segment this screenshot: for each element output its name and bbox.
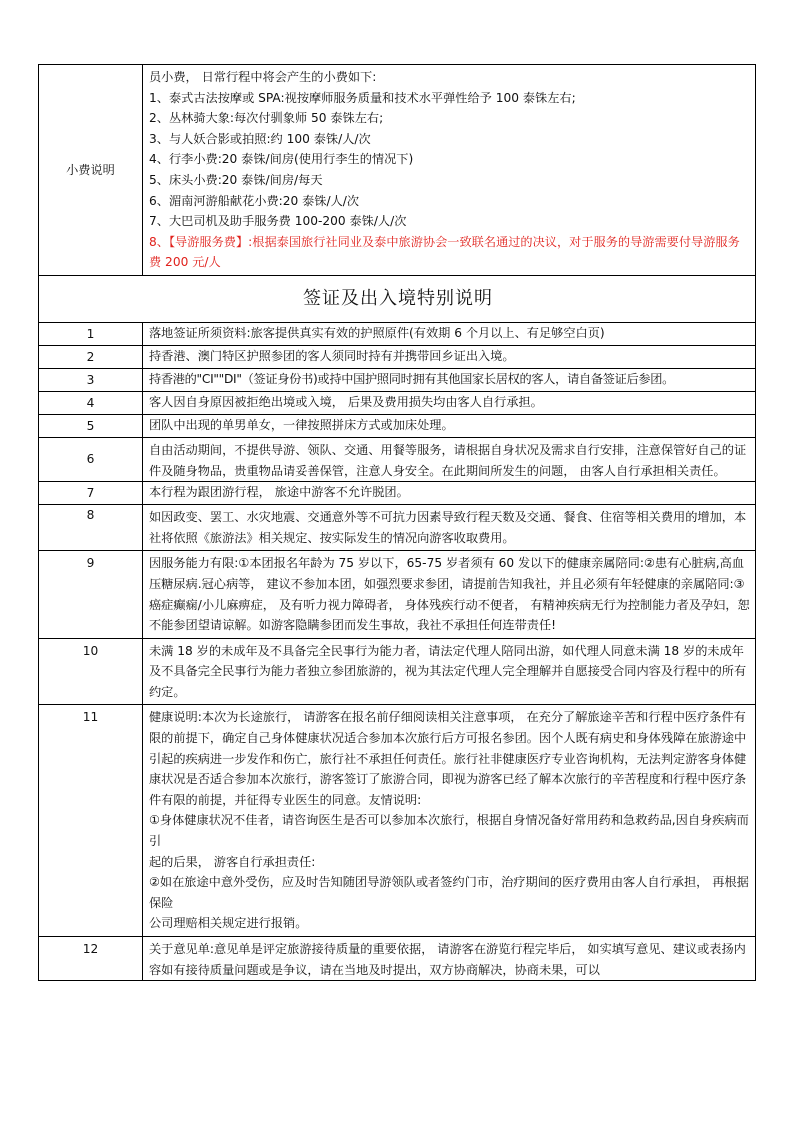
row-number: 10 [39,638,143,705]
row-number: 3 [39,368,143,391]
row-number: 11 [39,705,143,937]
tips-line: 1、泰式古法按摩或 SPA:视按摩师服务质量和技术水平弹性给予 100 泰铢左右; [149,90,576,105]
table-row [39,505,756,551]
table-row [39,322,756,345]
tips-line: 员小费， 日常行程中将会产生的小费如下: [149,70,377,84]
health-notes [143,705,756,937]
row-text: 未满 18 岁的未成年及不具备完全民事行为能力者，请法定代理人陪同出游，如代理人同意未满 18 岁的未成年及不具备完全民事行为能力者独立参团旅游的，视为其法定代理人完全理解并自愿接受合同内容及行程中的所有约定。 [143,638,756,705]
row-number: 4 [39,391,143,414]
row-number: 9 [39,551,143,638]
row-text: 团队中出现的单男单女，一律按照拼床方式或加床处理。 [143,414,756,437]
row-number: 5 [39,414,143,437]
tips-guide-fee [149,232,751,273]
row-text: 持香港的"CI""DI"（签证身份书)或持中国护照同时拥有其他国家长居权的客人，请自备签证后参团。 [143,368,756,391]
table-row [39,482,756,505]
row-number: 2 [39,345,143,368]
section-heading-row [39,275,756,322]
row-text: 如因政变、罢工、水灾地震、交通意外等不可抗力因素导致行程天数及交通、餐食、住宿等相关费用的增加，本社将依照《旅游法》相关规定、按实际发生的情况向游客收取费用。 [143,505,756,551]
health-intro: 健康说明:本次为长途旅行， 请游客在报名前仔细阅读相关注意事项， 在充分了解旅途辛苦和行程中医疗条件有限的前提下，确定自己身体健康状况适合参加本次旅行后方可报名参团。因个人既有病史和身体残障在旅游途中引起的疾病进一步发作和伤亡，旅行社不承担任何责任。旅行社非健康医疗专业咨询机构，无法判定游客身体健康状况是否适合参加本次旅行，游客签订了旅游合同，即视为游客已经了解本次旅行的辛苦程度和行程中医疗条件有限的前提，并征得专业医生的同意。友情说明: [149,710,747,807]
tips-guide-fee-text: :根据泰国旅行社同业及泰中旅游协会一致联名通过的决议，对于服务的导游需要付导游服务费 200 元/人 [149,234,740,270]
table-row [39,414,756,437]
row-text: 持香港、澳门特区护照参团的客人须同时持有并携带回乡证出入境。 [143,345,756,368]
table-row [39,705,756,937]
tips-line: 5、床头小费:20 泰铢/间房/每天 [149,172,323,187]
row-number: 8 [39,505,143,551]
tips-row [39,65,756,276]
tips-line: 7、大巴司机及助手服务费 100-200 泰铢/人/次 [149,214,407,229]
document-sheet [38,64,755,981]
row-text: 因服务能力有限:①本团报名年龄为 75 岁以下，65-75 岁者须有 60 发以下的健康亲属陪同:②患有心脏病,高血压糖尿病.冠心病等， 建议不参加本团，如强烈要求参团，请提前告知我社，并且必须有年轻健康的亲属陪同:③癌症癫痫/小儿麻痹症， 及有听力视力障碍者， 身体残疾行动不便者， 有精神疾病无行为控制能力者及孕妇，恕不能参团望请谅解。如游客隐瞒参团而发生事故，我社不承担任何连带责任! [143,551,756,638]
row-text: 本行程为跟团游行程， 旅途中游客不允许脱团。 [143,482,756,505]
tips-label: 小费说明 [39,65,143,276]
health-note-1-cont: 起的后果， 游客自行承担责任: [149,854,316,869]
table-row [39,391,756,414]
section-title: 签证及出入境特别说明 [39,275,756,322]
table-row [39,551,756,638]
row-number: 7 [39,482,143,505]
health-note-2-cont: 公司理赔相关规定进行报销。 [149,916,308,931]
table-row [39,345,756,368]
table-row [39,638,756,705]
tips-guide-fee-prefix: 8、 [149,234,169,249]
tips-content [143,65,756,276]
health-note-1: ①身体健康状况不佳者，请咨询医生是否可以参加本次旅行，根据自身情况备好常用药和急救药品,因自身疾病而引 [149,813,749,849]
row-number: 1 [39,322,143,345]
info-table [38,64,756,981]
row-number: 12 [39,937,143,981]
health-note-2: ②如在旅途中意外受伤，应及时告知随团导游领队或者签约门市，治疗期间的医疗费用由客人自行承担， 再根据保险 [149,875,749,910]
table-row [39,437,756,481]
row-number: 6 [39,437,143,481]
row-text: 自由活动期间，不提供导游、领队、交通、用餐等服务，请根据自身状况及需求自行安排，注意保管好自己的证件及随身物品，贵重物品请妥善保管，注意人身安全。在此期间所发生的问题， 由客人自行承担相关责任。 [143,437,756,481]
row-text: 客人因自身原因被拒绝出境或入境， 后果及费用损失均由客人自行承担。 [143,391,756,414]
tips-line: 3、与人妖合影或拍照:约 100 泰铢/人/次 [149,131,371,146]
row-text: 落地签证所须资料:旅客提供真实有效的护照原件(有效期 6 个月以上、有足够空白页) [143,322,756,345]
table-row [39,937,756,981]
tips-line: 2、丛林骑大象:每次付驯象师 50 泰铢左右; [149,111,384,126]
tips-guide-fee-highlight: 【导游服务费】 [168,234,249,249]
row-text: 关于意见单:意见单是评定旅游接待质量的重要依据， 请游客在游览行程完毕后， 如实填写意见、建议或表扬内容如有接待质量问题或是争议，请在当地及时提出，双方协商解决，协商未果，可以 [143,937,756,981]
tips-line: 4、行李小费:20 泰铢/间房(使用行李生的情况下) [149,152,414,167]
table-row [39,368,756,391]
tips-line: 6、湄南河游船献花小费:20 泰铢/人/次 [149,193,360,208]
